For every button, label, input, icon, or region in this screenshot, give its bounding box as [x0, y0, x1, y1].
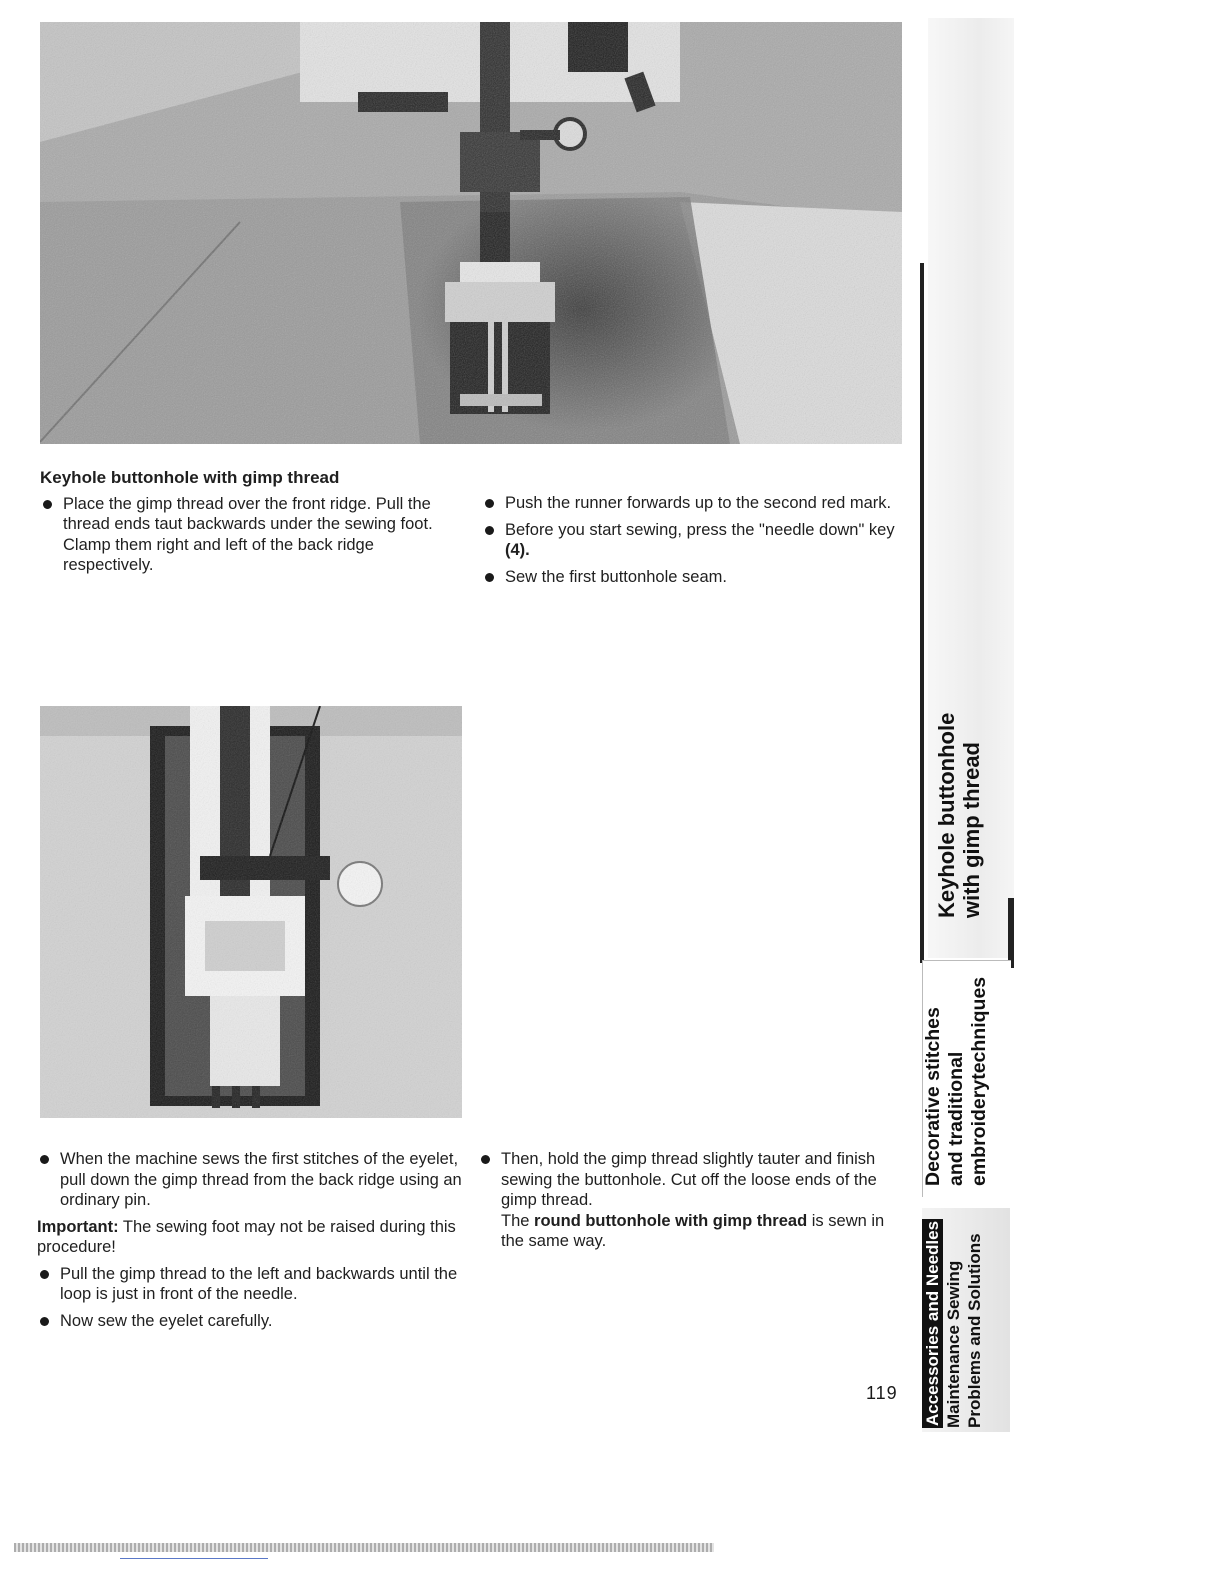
list-item: Push the runner forwards up to the second red mark.: [482, 493, 902, 514]
tab-edge-line: [920, 263, 924, 963]
column-bottom-right: [478, 1149, 900, 1258]
page-number: 119: [866, 1383, 898, 1403]
photo-sewing-foot-top: [40, 22, 902, 444]
important-text: The sewing foot may not be raised during this procedure!: [37, 1217, 456, 1256]
list-item: Now sew the eyelet carefully.: [37, 1311, 462, 1332]
column-top-right: [482, 493, 902, 593]
note-post: is sewn in the same way.: [501, 1211, 885, 1250]
key-reference: (4).: [505, 541, 530, 559]
side-tab-strip: [920, 18, 1016, 1432]
tab1-line1: Keyhole buttonhole: [934, 712, 959, 918]
list-item: Pull the gimp thread to the left and backwards until the loop is just in front of the needle.: [37, 1264, 462, 1305]
tab2-line2: and traditional: [945, 1051, 967, 1186]
scan-artifact-line: [120, 1558, 268, 1559]
tab-keyhole-buttonhole[interactable]: [934, 713, 984, 918]
tab3-line1: Accessories and Needles: [923, 1220, 942, 1426]
tab2-line1: Decorative stitches: [922, 1007, 944, 1186]
important-label: Important:: [37, 1217, 119, 1236]
list-item: Sew the first buttonhole seam.: [482, 567, 902, 588]
tab-decorative-stitches[interactable]: [922, 977, 991, 1186]
tab-edge-mark: [1008, 898, 1014, 968]
important-note: [37, 1217, 462, 1258]
scan-artifact-band: [14, 1543, 714, 1552]
list-item-text: Before you start sewing, press the "needle down" key: [505, 520, 895, 539]
section-heading: Keyhole buttonhole with gimp thread: [40, 468, 340, 487]
list-item-text: Then, hold the gimp thread slightly tauter and finish sewing the buttonhole. Cut off the loose ends of the gimp thread.: [501, 1150, 877, 1209]
list-item: [482, 520, 902, 561]
column-bottom-left: [37, 1149, 462, 1337]
list-item: When the machine sews the first stitches of the eyelet, pull down the gimp thread from the back ridge using an ordinary pin.: [37, 1149, 462, 1211]
tab2-line3: embroiderytechniques: [968, 976, 990, 1186]
note-bold: round buttonhole with gimp thread: [534, 1211, 808, 1230]
list-item: [478, 1149, 900, 1252]
photo-sewing-foot-closeup: [40, 706, 462, 1118]
tab-accessories-maintenance[interactable]: [922, 1219, 985, 1428]
column-top-left: [40, 468, 460, 582]
tab3-line2: Maintenance Sewing: [944, 1260, 963, 1428]
tab1-line2: with gimp thread: [959, 742, 984, 918]
tab3-line3: Problems and Solutions: [965, 1233, 984, 1428]
note-pre: The: [501, 1211, 530, 1230]
list-item: Place the gimp thread over the front ridge. Pull the thread ends taut backwards under the sewing foot. Clamp them right and left of the back ridge respectively.: [40, 494, 460, 576]
